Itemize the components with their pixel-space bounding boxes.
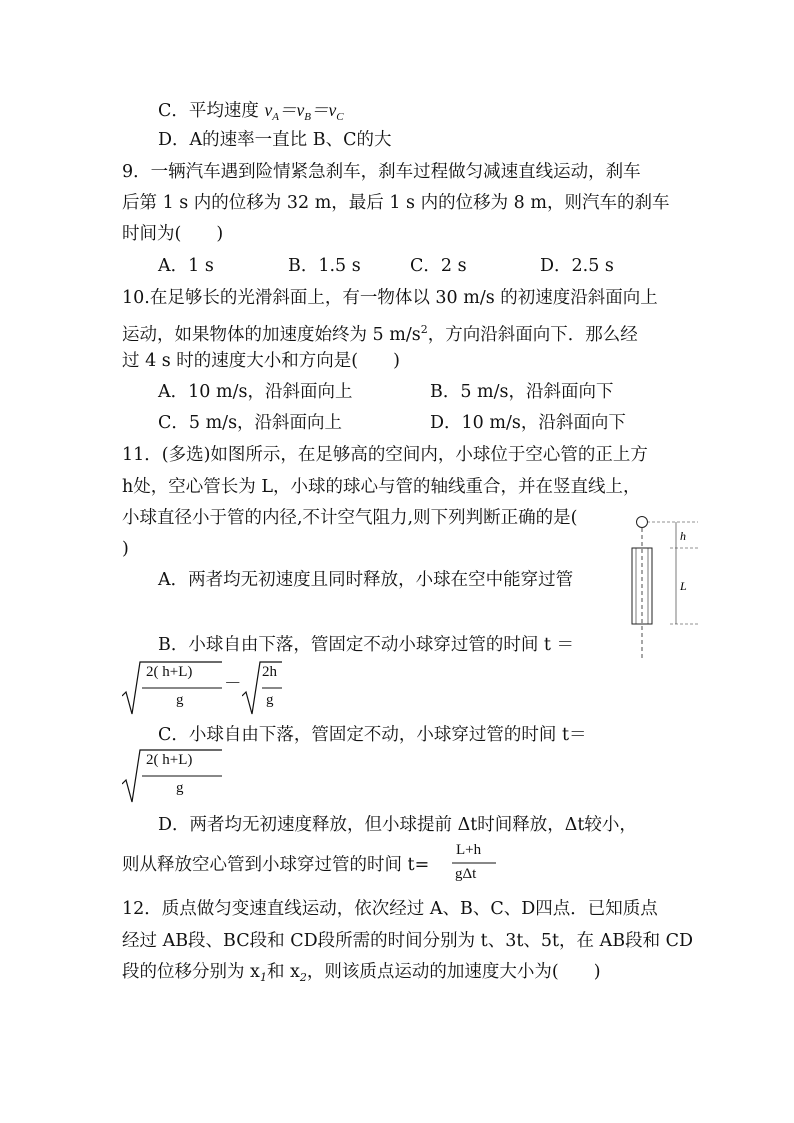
q11-c-den: g [176,780,184,796]
q8-option-d: D．A的速率一直比 B、C的大 [158,130,392,150]
q11-option-d-line2: 则从释放空心管到小球穿过管的时间 t= [122,855,430,875]
q12-line3a: 段的位移分别为 x [122,962,260,982]
fraction-bar-d [452,862,498,864]
q9-option-c: C．2 s [410,256,467,276]
q11-b-den1: g [176,692,184,708]
q10-option-d: D．10 m/s，沿斜面向下 [430,413,626,433]
q11-stem-line1: 11．(多选)如图所示，在足够高的空间内，小球位于空心管的正上方 [122,445,648,465]
q11-option-a: A．两者均无初速度且同时释放，小球在空中能穿过管 [158,570,574,590]
q10-stem-line2b: ，方向沿斜面向下．那么经 [427,325,638,345]
q8-option-c [158,98,344,129]
q12-stem-line1: 12．质点做匀变速直线运动，依次经过 A、B、C、D四点．已知质点 [122,899,658,919]
q11-option-d-line1: D．两者均无初速度释放，但小球提前 Δt时间释放，Δt较小， [158,815,637,835]
q11-b-num1: 2( h+L) [146,664,193,680]
q12-stem-line3 [122,960,601,990]
q10-option-c: C．5 m/s，沿斜面向上 [158,413,343,433]
q10-stem-line3: 过 4 s 时的速度大小和方向是( ) [122,351,400,371]
q11-stem-line2: h处，空心管长为 L，小球的球心与管的轴线重合，并在竖直线上， [122,477,641,497]
q11-stem-line3: 小球直径小于管的内径,不计空气阻力,则下列判断正确的是( [122,508,578,528]
q11-d-den: gΔt [455,866,477,882]
q11-stem-line4: ) [122,539,129,559]
q9-stem-line2: 后第 1 s 内的位移为 32 m，最后 1 s 内的位移为 8 m，则汽车的刹车 [122,193,670,213]
q12-stem-line2: 经过 AB段、BC段和 CD段所需的时间分别为 t、3t、5t，在 AB段和 CD [122,931,694,951]
q10-stem-line2 [122,318,638,347]
q9-stem-line1: 9．一辆汽车遇到险情紧急刹车，刹车过程做匀减速直线运动，刹车 [122,162,641,182]
q11-d-num: L+h [456,842,482,858]
q11-option-c: C．小球自由下落，管固定不动，小球穿过管的时间 t＝ [158,725,587,745]
q9-option-d: D．2.5 s [540,256,614,276]
q8-option-c-math: $v_A=v_B=v_C$ [264,100,344,123]
q11-b-minus: － [224,674,242,694]
q11-b-den2: g [266,692,274,708]
q11-b-num2: 2h [262,664,277,680]
q8-option-c-text: C．平均速度 [158,101,265,121]
q12-line3c: ，则该质点运动的加速度大小为( ) [306,962,601,982]
q10-option-a: A．10 m/s，沿斜面向上 [158,382,353,402]
L-label: L [680,579,687,593]
q10-stem-line2a: 运动，如果物体的加速度始终为 5 m/s [122,325,421,345]
q12-sub2: 2 [299,971,307,984]
ball-icon [637,517,648,528]
q9-stem-line3: 时间为( ) [122,224,224,244]
q10-option-b: B．5 m/s，沿斜面向下 [430,382,614,402]
q12-line3b: 和 x [266,962,300,982]
q11-option-b: B．小球自由下落，管固定不动小球穿过管的时间 t ＝ [158,635,575,655]
q10-stem-line1: 10.在足够长的光滑斜面上，有一物体以 30 m/s 的初速度沿斜面向上 [122,288,658,308]
q9-option-a: A．1 s [158,256,214,276]
q11-c-num: 2( h+L) [146,752,193,768]
ball-tube-figure [620,508,710,663]
h-label: h [680,529,686,543]
q12-sub1: 1 [259,971,267,984]
q10-exponent: 2 [420,323,428,336]
q9-option-b: B．1.5 s [288,256,361,276]
